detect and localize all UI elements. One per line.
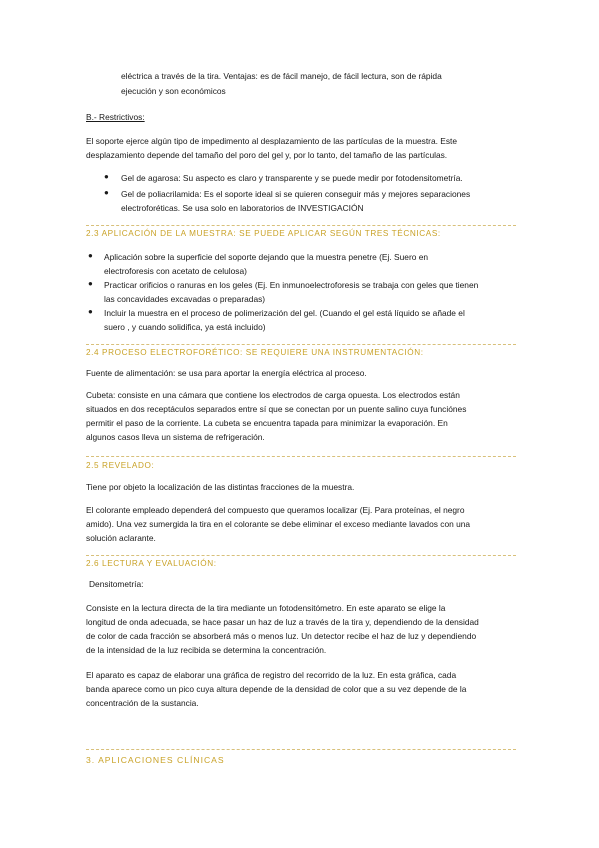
text-line: de la intensidad de la luz recibida se determina la concentración.	[86, 645, 327, 655]
text-line: de color de cada fracción se absorberá más o menos luz. Un detector recibe el haz de luz y dependiendo	[86, 631, 477, 641]
section-divider	[86, 555, 516, 556]
bullet-icon: ●	[88, 279, 93, 288]
bullet-icon: ●	[104, 172, 109, 181]
section-heading: 2.4 PROCESO ELECTROFORÉTICO: SE REQUIERE UNA INSTRUMENTACIÓN:	[86, 348, 424, 357]
text-line: ejecución y son económicos	[121, 86, 226, 96]
bullet-icon: ●	[88, 307, 93, 316]
text-line: El aparato es capaz de elaborar una gráfica de registro del recorrido de la luz. En esta gráfica, cada	[86, 670, 457, 680]
text-line: longitud de onda adecuada, se hace pasar un haz de luz a través de la tira y, dependiendo de la densidad	[86, 617, 479, 627]
section-heading: 2.5 REVELADO:	[86, 461, 155, 470]
text-line: concentración de la sustancia.	[86, 698, 199, 708]
text-line: permitir el paso de la corriente. La cubeta se encuentra tapada para minimizar la evaporación. En	[86, 418, 448, 428]
text-line: solución aclarante.	[86, 533, 156, 543]
text-line: El soporte ejerce algún tipo de impedimento al desplazamiento de las partículas de la muestra. Este	[86, 136, 458, 146]
list-item-continuation: electroforesis con acetato de celulosa)	[104, 266, 247, 276]
section-heading: 2.6 LECTURA Y EVALUACIÓN:	[86, 559, 217, 568]
text-line: desplazamiento depende del tamaño del poro del gel y, por lo tanto, del tamaño de las partículas.	[86, 150, 448, 160]
bullet-icon: ●	[104, 188, 109, 197]
list-item: Gel de poliacrilamida: Es el soporte ideal si se quieren conseguir más y mejores separaciones	[121, 189, 471, 199]
text-line: banda aparece como un pico cuya altura depende de la densidad de color que a su vez depende de la	[86, 684, 467, 694]
text-line: eléctrica a través de la tira. Ventajas: es de fácil manejo, de fácil lectura, son de rápida	[121, 71, 442, 81]
bullet-icon: ●	[88, 251, 93, 260]
text-line: amido). Una vez sumergida la tira en el colorante se debe eliminar el exceso mediante lavados con una	[86, 519, 471, 529]
list-item-continuation: electroforéticas. Se usa solo en laboratorios de INVESTIGACIÓN	[121, 203, 364, 213]
subsection-title: B.- Restrictivos:	[86, 112, 145, 122]
section-heading: 3. APLICACIONES CLÍNICAS	[86, 755, 225, 765]
section-heading: 2.3 APLICACIÓN DE LA MUESTRA: SE PUEDE APLICAR SEGÚN TRES TÉCNICAS:	[86, 229, 441, 238]
list-item-continuation: suero , y cuando solidifica, ya está incluido)	[104, 322, 266, 332]
list-item: Gel de agarosa: Su aspecto es claro y transparente y se puede medir por fotodensitometría.	[121, 173, 463, 183]
text-line: algunos casos lleva un sistema de refrigeración.	[86, 432, 265, 442]
text-line: Fuente de alimentación: se usa para aportar la energía eléctrica al proceso.	[86, 368, 367, 378]
text-line: Tiene por objeto la localización de las distintas fracciones de la muestra.	[86, 482, 355, 492]
list-item: Incluir la muestra en el proceso de polimerización del gel. (Cuando el gel está líquido se añade el	[104, 308, 465, 318]
text-line: situados en dos receptáculos separados entre sí que se conectan por un puente salino cuya funciónes	[86, 404, 467, 414]
text-line: Cubeta: consiste en una cámara que contiene los electrodos de carga opuesta. Los electrodos están	[86, 390, 460, 400]
section-divider	[86, 225, 516, 226]
list-item: Practicar orificios o ranuras en los geles (Ej. En inmunoelectroforesis se trabaja con geles que tienen	[104, 280, 479, 290]
subsection-title: Densitometría:	[89, 579, 144, 589]
section-divider	[86, 344, 516, 345]
section-divider	[86, 749, 516, 750]
text-line: Consiste en la lectura directa de la tira mediante un fotodensitómetro. En este aparato se elige la	[86, 603, 446, 613]
list-item: Aplicación sobre la superficie del soporte dejando que la muestra penetre (Ej. Suero en	[104, 252, 429, 262]
section-divider	[86, 456, 516, 457]
text-line: El colorante empleado dependerá del compuesto que queramos localizar (Ej. Para proteínas, el negro	[86, 505, 465, 515]
list-item-continuation: las concavidades excavadas o preparadas)	[104, 294, 266, 304]
